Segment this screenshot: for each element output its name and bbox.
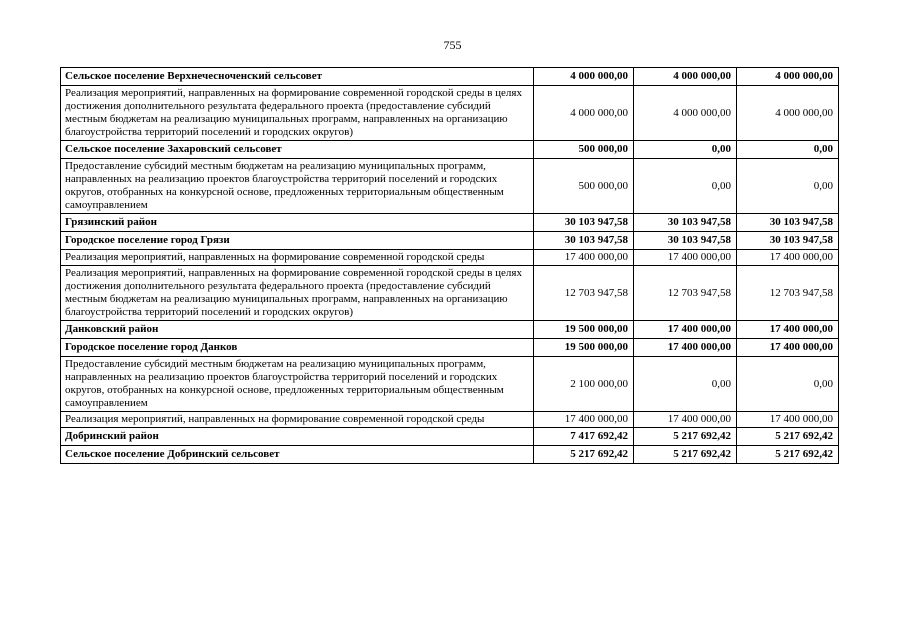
row-value-2: 30 103 947,58 [634,214,737,232]
table-row [61,321,839,339]
table-row [61,141,839,159]
row-value-1: 500 000,00 [534,141,634,159]
row-value-2: 0,00 [634,357,737,412]
row-value-3: 30 103 947,58 [737,232,839,250]
row-value-3: 17 400 000,00 [737,321,839,339]
table-row [61,232,839,250]
row-name: Реализация мероприятий, направленных на формирование современной городской среды [61,250,534,266]
table-row [61,250,839,266]
row-value-2: 17 400 000,00 [634,412,737,428]
table-row [61,86,839,141]
table-row [61,214,839,232]
row-value-1: 17 400 000,00 [534,412,634,428]
row-value-2: 17 400 000,00 [634,339,737,357]
row-value-2: 12 703 947,58 [634,266,737,321]
row-value-1: 12 703 947,58 [534,266,634,321]
row-name: Городское поселение город Данков [61,339,534,357]
row-name: Реализация мероприятий, направленных на формирование современной городской среды в целях достижения дополнительного результата федерального проекта (предоставление субсидий местным бюджетам на реализацию муниципальных программ, направленных на организацию благоустройства территорий поселений и городских округов) [61,86,534,141]
row-value-3: 5 217 692,42 [737,428,839,446]
table-row [61,159,839,214]
table-row [61,446,839,464]
row-value-3: 0,00 [737,159,839,214]
table-row [61,428,839,446]
row-value-2: 0,00 [634,141,737,159]
row-name: Предоставление субсидий местным бюджетам на реализацию муниципальных программ, направленных на реализацию проектов благоустройства территорий поселений и городских округов, отобранных на конкурсной основе, предложенных территориальным общественным самоуправлением [61,357,534,412]
page-number: 755 [443,38,462,52]
row-value-1: 4 000 000,00 [534,86,634,141]
row-value-1: 19 500 000,00 [534,339,634,357]
table-row [61,339,839,357]
row-name: Сельское поселение Добринский сельсовет [61,446,534,464]
row-value-2: 30 103 947,58 [634,232,737,250]
budget-table [60,67,839,464]
row-value-1: 4 000 000,00 [534,68,634,86]
table-row [61,266,839,321]
table-row [61,68,839,86]
row-value-1: 30 103 947,58 [534,232,634,250]
row-name: Сельское поселение Захаровский сельсовет [61,141,534,159]
row-value-1: 19 500 000,00 [534,321,634,339]
table-row [61,357,839,412]
row-value-3: 4 000 000,00 [737,86,839,141]
row-value-2: 4 000 000,00 [634,86,737,141]
row-value-1: 17 400 000,00 [534,250,634,266]
row-value-1: 7 417 692,42 [534,428,634,446]
row-value-2: 0,00 [634,159,737,214]
row-value-3: 12 703 947,58 [737,266,839,321]
row-value-3: 17 400 000,00 [737,339,839,357]
row-value-3: 5 217 692,42 [737,446,839,464]
row-value-3: 17 400 000,00 [737,412,839,428]
row-name: Добринский район [61,428,534,446]
row-value-2: 17 400 000,00 [634,250,737,266]
row-value-2: 17 400 000,00 [634,321,737,339]
row-value-3: 0,00 [737,141,839,159]
row-name: Сельское поселение Верхнечесноченский сельсовет [61,68,534,86]
row-name: Данковский район [61,321,534,339]
row-value-3: 30 103 947,58 [737,214,839,232]
row-value-1: 5 217 692,42 [534,446,634,464]
row-value-1: 30 103 947,58 [534,214,634,232]
row-value-3: 17 400 000,00 [737,250,839,266]
row-value-2: 5 217 692,42 [634,428,737,446]
row-name: Реализация мероприятий, направленных на формирование современной городской среды [61,412,534,428]
row-name: Городское поселение город Грязи [61,232,534,250]
row-name: Реализация мероприятий, направленных на формирование современной городской среды в целях достижения дополнительного результата федерального проекта (предоставление субсидий местным бюджетам на реализацию муниципальных программ, направленных на организацию благоустройства территорий поселений и городских округов) [61,266,534,321]
row-value-3: 4 000 000,00 [737,68,839,86]
row-value-1: 2 100 000,00 [534,357,634,412]
row-value-3: 0,00 [737,357,839,412]
row-name: Предоставление субсидий местным бюджетам на реализацию муниципальных программ, направленных на реализацию проектов благоустройства территорий поселений и городских округов, отобранных на конкурсной основе, предложенных территориальным общественным самоуправлением [61,159,534,214]
row-value-2: 4 000 000,00 [634,68,737,86]
row-name: Грязинский район [61,214,534,232]
row-value-1: 500 000,00 [534,159,634,214]
table-row [61,412,839,428]
row-value-2: 5 217 692,42 [634,446,737,464]
